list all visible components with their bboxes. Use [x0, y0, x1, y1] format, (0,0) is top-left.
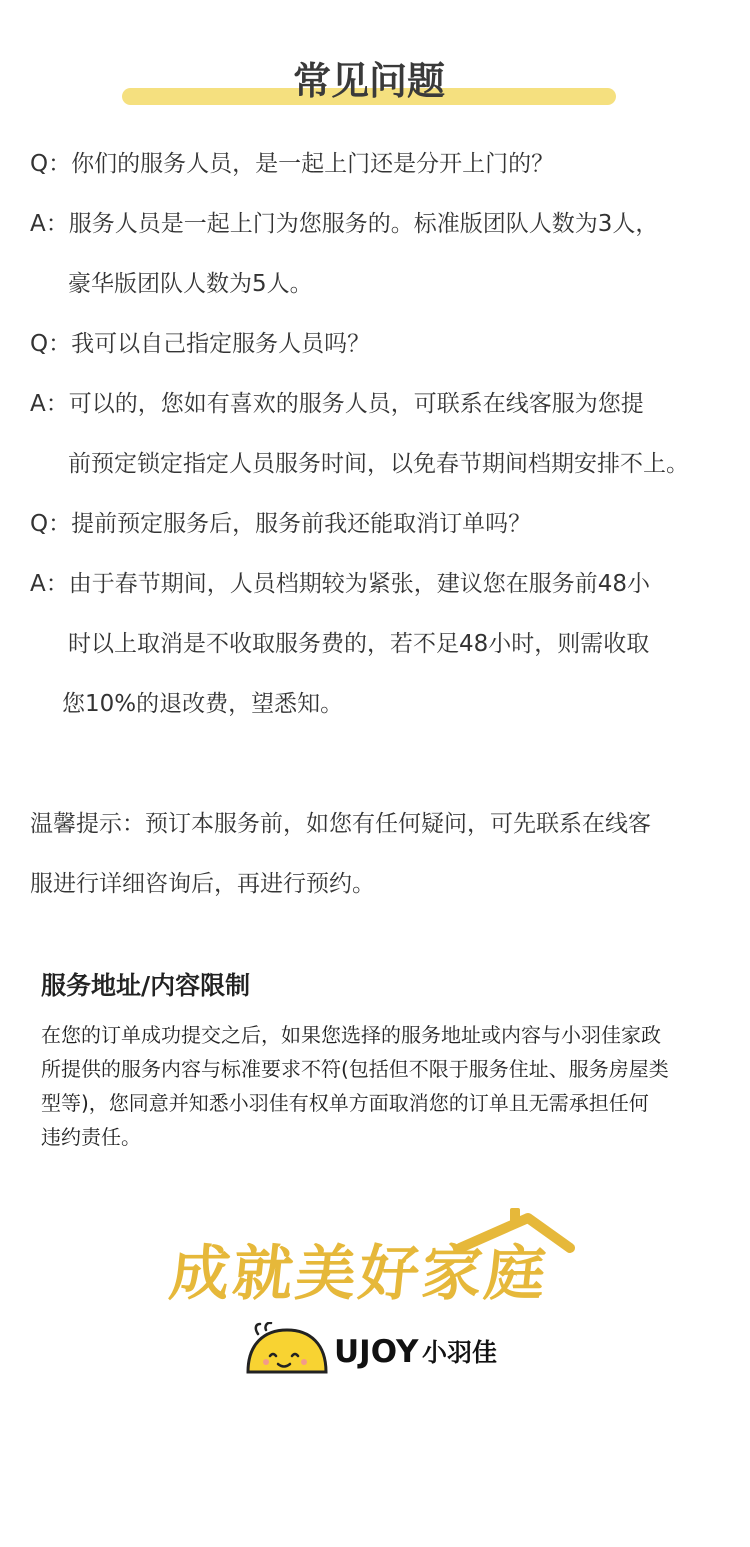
faq-answer-3-line-2: 时以上取消是不收取服务费的，若不足48小时，则需收取	[68, 631, 650, 657]
faq-answer-1-line-2: 豪华版团队人数为5人。	[68, 271, 313, 297]
restriction-line: 型等)，您同意并知悉小羽佳有权单方面取消您的订单且无需承担任何	[41, 1091, 649, 1115]
faq-answer-2-line-2: 前预定锁定指定人员服务时间，以免春节期间档期安排不上。	[68, 451, 689, 477]
restriction-line: 违约责任。	[41, 1125, 141, 1149]
brand-logo	[244, 1322, 514, 1378]
slogan-block	[166, 1208, 580, 1318]
faq-answer-3-line-1: A：由于春节期间，人员档期较为紧张，建议您在服务前48小	[30, 571, 651, 597]
faq-title: 常见问题	[292, 59, 445, 103]
faq-answer-2-line-1: A：可以的，您如有喜欢的服务人员，可联系在线客服为您提	[30, 391, 644, 417]
slogan-text: 成就美好家庭	[166, 1239, 552, 1309]
tip-line-2: 服进行详细咨询后，再进行预约。	[30, 871, 375, 897]
restriction-line: 在您的订单成功提交之后，如果您选择的服务地址或内容与小羽佳家政	[41, 1023, 661, 1047]
brand-name-cn: 小羽佳	[422, 1338, 498, 1367]
restriction-line: 所提供的服务内容与标准要求不符(包括但不限于服务住址、服务房屋类	[41, 1057, 669, 1081]
faq-answer-3-line-3: 您10%的退改费，望悉知。	[62, 691, 344, 717]
faq-question-1: Q：你们的服务人员，是一起上门还是分开上门的？	[30, 151, 555, 177]
faq-title-block	[122, 56, 616, 106]
mascot-logo-icon	[244, 1322, 330, 1374]
restriction-body	[41, 1018, 721, 1154]
faq-answer-1-line-1: A：服务人员是一起上门为您服务的。标准版团队人数为3人，	[30, 211, 659, 237]
faq-question-2: Q：我可以自己指定服务人员吗？	[30, 331, 371, 357]
tip-line-1: 温馨提示：预订本服务前，如您有任何疑问，可先联系在线客	[30, 811, 651, 837]
restriction-title: 服务地址/内容限制	[41, 971, 251, 1000]
brand-name-en: UJOY	[334, 1334, 419, 1370]
faq-question-3: Q：提前预定服务后，服务前我还能取消订单吗？	[30, 511, 532, 537]
